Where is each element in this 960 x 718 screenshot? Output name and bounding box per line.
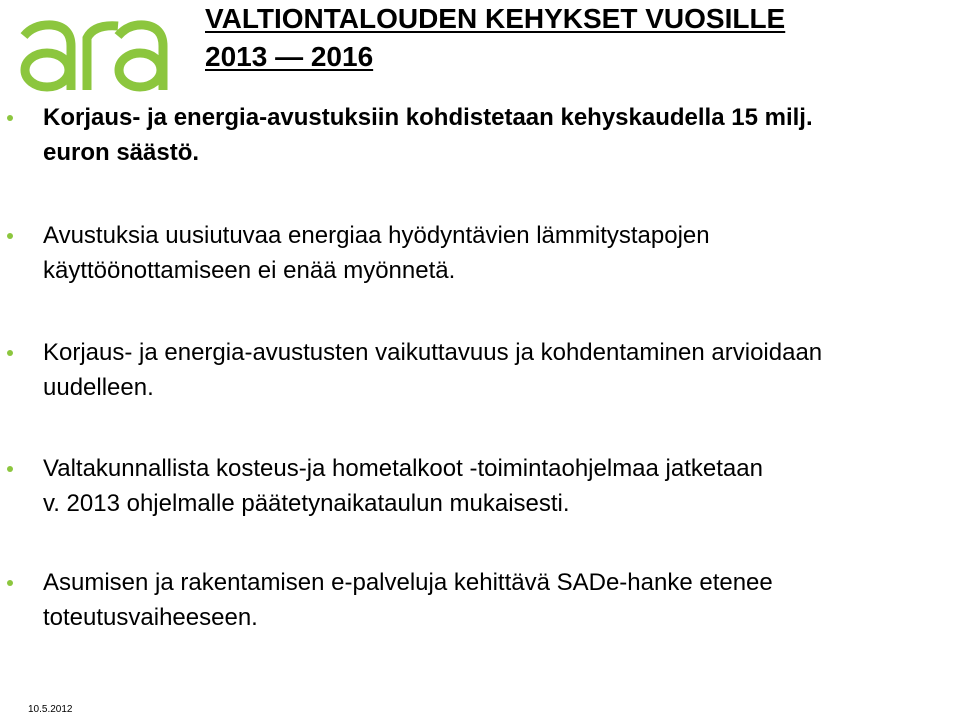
ara-logo	[14, 6, 174, 96]
bullet-dot-icon	[7, 466, 13, 472]
page-title-line-2: 2013 — 2016	[205, 41, 374, 72]
bullet-text-line: euron säästö.	[43, 139, 200, 166]
ara-logo-graphic	[14, 6, 174, 96]
bullet-text	[43, 218, 958, 288]
bullet-text-line: Korjaus- ja energia-avustuksiin kohdistetaan kehyskaudella 15 milj.	[43, 104, 813, 131]
bullet-dot-icon	[7, 115, 13, 121]
bullet-text-line: Asumisen ja rakentamisen e-palveluja kehittävä SADe-hanke etenee	[43, 569, 773, 596]
page-title-line-1: VALTIONTALOUDEN KEHYKSET VUOSILLE	[205, 3, 786, 34]
bullet-text-line: käyttöönottamiseen ei enää myönnetä.	[43, 257, 456, 284]
bullet-text-line: toteutusvaiheeseen.	[43, 604, 258, 631]
bullet-dot-icon	[7, 233, 13, 239]
bullet-text-line: v. 2013 ohjelmalle päätetynaikataulun mukaisesti.	[43, 490, 570, 517]
footer-date: 10.5.2012	[28, 704, 73, 715]
bullet-dot-icon	[7, 580, 13, 586]
bullet-text	[43, 100, 958, 170]
bullet-text-line: Korjaus- ja energia-avustusten vaikuttavuus ja kohdentaminen arvioidaan	[43, 339, 823, 366]
bullet-text	[43, 565, 958, 635]
bullet-text	[43, 451, 958, 521]
bullet-dot-icon	[7, 350, 13, 356]
bullet-text-line: Valtakunnallista kosteus-ja hometalkoot -toimintaohjelmaa jatketaan	[43, 455, 763, 482]
page-title	[205, 0, 785, 76]
bullet-text	[43, 335, 958, 405]
bullet-text-line: Avustuksia uusiutuvaa energiaa hyödyntävien lämmitystapojen	[43, 222, 710, 249]
bullet-text-line: uudelleen.	[43, 374, 154, 401]
